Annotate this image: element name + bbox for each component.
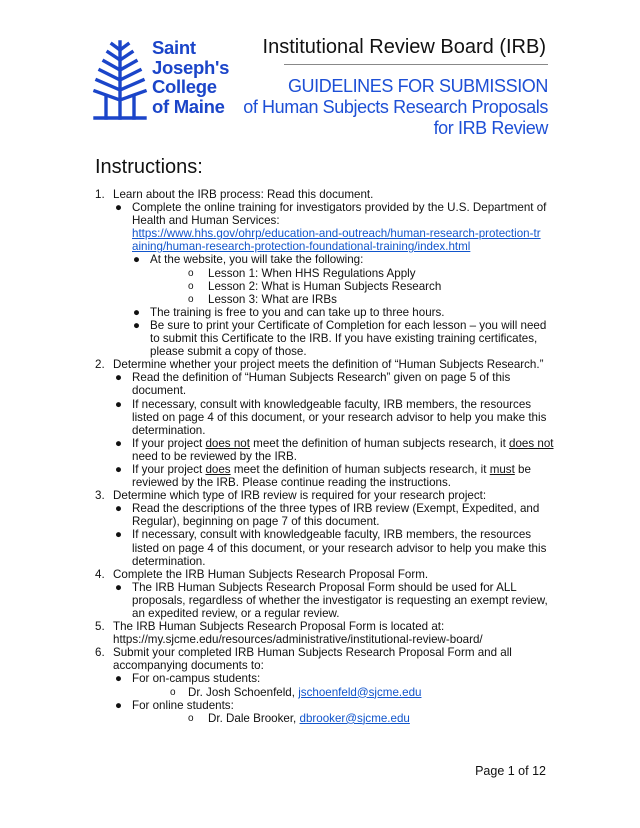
bullet-marker: ● bbox=[133, 318, 141, 332]
guidelines-subtitle bbox=[243, 76, 548, 139]
list-item bbox=[95, 686, 555, 699]
item-text: At the website, you will take the following: bbox=[150, 253, 364, 267]
item-text: If necessary, consult with knowledgeable faculty, IRB members, the resources listed on page 4 of this document, or your research advisor to help you make this determination. bbox=[132, 397, 547, 437]
item-text: be reviewed by the IRB. Please continue reading the instructions. bbox=[132, 462, 531, 490]
logo-line: Saint bbox=[152, 37, 196, 58]
logo-line: Joseph's bbox=[152, 56, 230, 78]
list-item bbox=[95, 358, 555, 371]
instructions-list bbox=[95, 188, 555, 725]
sub-marker: o bbox=[188, 293, 194, 305]
bullet-marker: ● bbox=[115, 462, 123, 476]
bullet-marker: ● bbox=[115, 371, 123, 385]
subtitle-line: for IRB Review bbox=[433, 118, 548, 138]
item-text: Read the definition of “Human Subjects Research” given on page 5 of this document. bbox=[132, 371, 511, 398]
subtitle-line: of Human Subjects Research Proposals bbox=[243, 97, 548, 117]
list-item bbox=[95, 437, 555, 463]
item-text: need to be reviewed by the IRB. bbox=[132, 449, 297, 463]
email-link[interactable]: jschoenfeld@sjcme.edu bbox=[298, 685, 422, 699]
item-text: The IRB Human Subjects Research Proposal Form should be used for ALL proposals, regardless of whether the investigator is requesting an exempt review, an expedited review, or a regular review. bbox=[132, 580, 548, 620]
item-text: If your project bbox=[132, 462, 206, 476]
pine-tree-icon bbox=[92, 40, 148, 120]
item-text: meet the definition of human subjects research, it bbox=[249, 436, 510, 450]
item-text: If your project bbox=[132, 436, 206, 450]
item-text: The training is free to you and can take up to three hours. bbox=[150, 305, 445, 319]
bullet-marker: ● bbox=[115, 672, 123, 686]
item-number: 2. bbox=[95, 358, 105, 372]
item-text: The IRB Human Subjects Research Proposal Form is located at: bbox=[113, 620, 445, 634]
logo-wordmark bbox=[152, 38, 229, 116]
college-logo bbox=[92, 38, 242, 124]
bullet-marker: ● bbox=[115, 502, 123, 516]
contact-name: Dr. Dale Brooker, bbox=[208, 711, 300, 725]
list-item bbox=[95, 712, 555, 725]
item-text: Determine whether your project meets the definition of “Human Subjects Research.” bbox=[113, 358, 544, 372]
bullet-marker: ● bbox=[115, 397, 123, 411]
underlined-text: does bbox=[205, 462, 231, 476]
list-item bbox=[95, 528, 555, 567]
hhs-training-link[interactable]: https://www.hhs.gov/ohrp/education-and-outreach/human-research-protection-tr bbox=[132, 227, 541, 241]
list-item bbox=[95, 581, 555, 620]
item-text: Learn about the IRB process: Read this document. bbox=[113, 188, 374, 201]
list-item bbox=[95, 201, 555, 253]
item-text: Submit your completed IRB Human Subjects Research Proposal Form and all accompanying documents to: bbox=[113, 646, 512, 673]
list-item bbox=[95, 371, 555, 397]
list-item bbox=[95, 280, 555, 293]
list-item bbox=[95, 463, 555, 489]
hhs-training-link[interactable]: aining/human-research-protection-foundational-training/index.html bbox=[132, 240, 471, 254]
bullet-marker: ● bbox=[133, 253, 141, 267]
page-number: Page 1 of 12 bbox=[475, 764, 546, 778]
sub-marker: o bbox=[188, 267, 194, 279]
item-text: Lesson 1: When HHS Regulations Apply bbox=[208, 266, 416, 280]
item-number: 1. bbox=[95, 188, 105, 201]
subtitle-line: GUIDELINES FOR SUBMISSION bbox=[287, 76, 548, 96]
proposal-form-url: https://my.sjcme.edu/resources/administrative/institutional-review-board/ bbox=[113, 633, 483, 647]
list-item bbox=[95, 672, 555, 685]
list-item bbox=[95, 620, 555, 646]
sub-marker: o bbox=[170, 686, 176, 698]
list-item bbox=[95, 398, 555, 437]
sub-marker: o bbox=[188, 280, 194, 292]
item-text: Lesson 3: What are IRBs bbox=[208, 292, 337, 306]
email-link[interactable]: dbrooker@sjcme.edu bbox=[299, 711, 410, 725]
logo-line: College bbox=[152, 76, 217, 97]
item-text: Complete the IRB Human Subjects Research Proposal Form. bbox=[113, 567, 429, 581]
bullet-marker: ● bbox=[115, 698, 123, 712]
bullet-marker: ● bbox=[115, 436, 123, 450]
item-text: Determine which type of IRB review is required for your research project: bbox=[113, 489, 487, 503]
list-item bbox=[95, 699, 555, 712]
contact-name: Dr. Josh Schoenfeld, bbox=[188, 685, 299, 699]
list-item bbox=[95, 502, 555, 528]
list-item bbox=[95, 319, 555, 358]
list-item bbox=[95, 568, 555, 581]
item-text: Complete the online training for investigators provided by the U.S. Department of Health and Human Services: bbox=[132, 201, 547, 228]
item-text: Lesson 2: What is Human Subjects Research bbox=[208, 279, 442, 293]
list-item bbox=[95, 188, 555, 201]
header-divider bbox=[284, 64, 548, 65]
underlined-text: does not bbox=[205, 436, 250, 450]
item-number: 5. bbox=[95, 620, 105, 634]
sub-marker: o bbox=[188, 712, 194, 724]
list-item bbox=[95, 267, 555, 280]
bullet-marker: ● bbox=[115, 201, 123, 215]
list-item bbox=[95, 646, 555, 672]
logo-line: of Maine bbox=[152, 95, 225, 117]
list-item bbox=[95, 306, 555, 319]
item-number: 3. bbox=[95, 489, 105, 503]
item-text: meet the definition of human subjects research, it bbox=[230, 462, 490, 476]
list-item bbox=[95, 253, 555, 266]
item-number: 4. bbox=[95, 567, 105, 581]
underlined-text: must bbox=[489, 462, 515, 476]
bullet-marker: ● bbox=[115, 528, 123, 542]
item-text: Be sure to print your Certificate of Completion for each lesson – you will need to submit this Certificate to the IRB. If you have existing training certificates, please submit a copy of those. bbox=[150, 318, 547, 359]
underlined-text: does not bbox=[509, 436, 554, 450]
list-item bbox=[95, 293, 555, 306]
header-title: Institutional Review Board (IRB) bbox=[262, 36, 546, 58]
item-number: 6. bbox=[95, 646, 105, 660]
bullet-marker: ● bbox=[133, 305, 141, 319]
instructions-heading: Instructions: bbox=[95, 156, 203, 178]
bullet-marker: ● bbox=[115, 580, 123, 594]
item-text: For on-campus students: bbox=[132, 672, 261, 686]
item-text: If necessary, consult with knowledgeable faculty, IRB members, the resources listed on page 4 of this document, or your research advisor to help you make this determination. bbox=[132, 528, 547, 568]
list-item bbox=[95, 489, 555, 502]
item-text: Read the descriptions of the three types of IRB review (Exempt, Expedited, and Regular), beginning on page 7 of this document. bbox=[132, 502, 540, 529]
item-text: For online students: bbox=[132, 698, 234, 712]
